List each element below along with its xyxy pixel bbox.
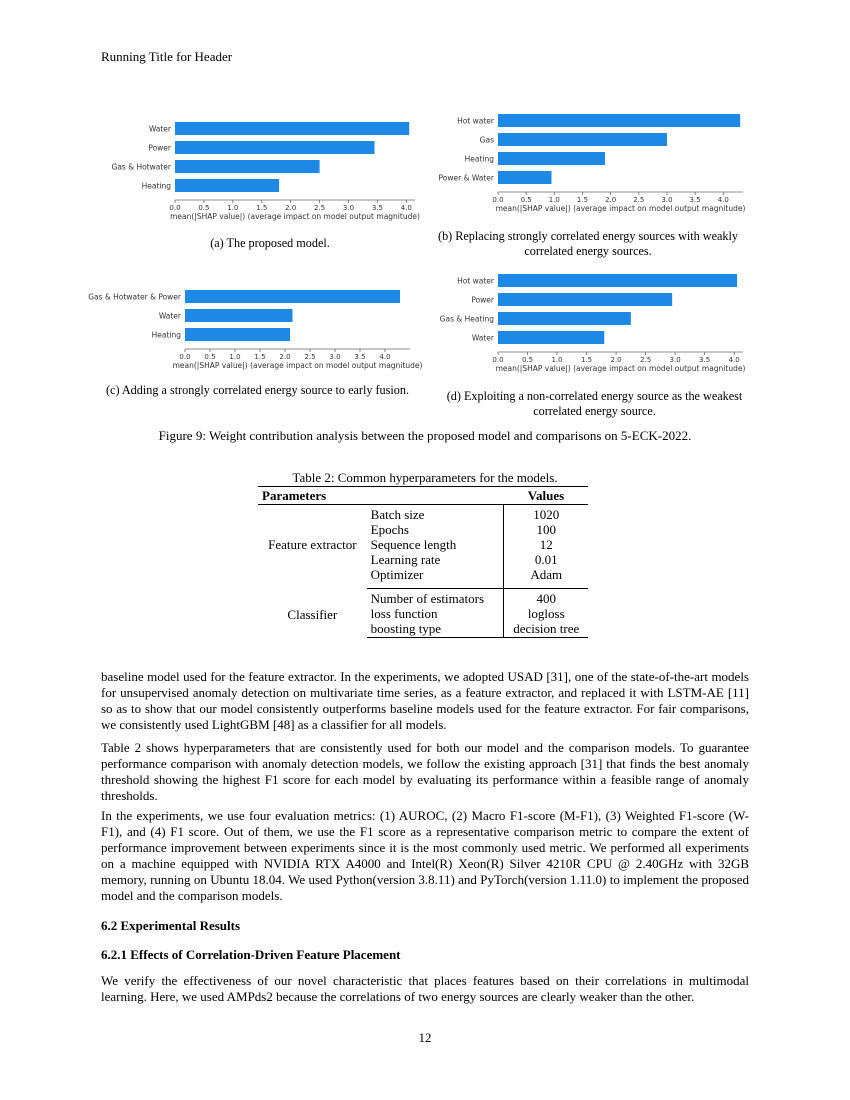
shap-bar-chart-c bbox=[88, 288, 423, 373]
chart-bar bbox=[498, 133, 667, 146]
chart-x-tick-label: 3.0 bbox=[342, 204, 355, 212]
table-value-cell: 100 bbox=[504, 522, 588, 537]
table-row bbox=[258, 505, 588, 523]
chart-bar bbox=[498, 312, 631, 325]
page-number: 12 bbox=[418, 1030, 432, 1045]
chart-bar bbox=[185, 328, 290, 341]
chart-x-tick-label: 0.5 bbox=[520, 196, 532, 204]
chart-x-tick-label: 0.5 bbox=[198, 204, 210, 212]
table-value-cell: Adam bbox=[504, 567, 588, 582]
chart-x-tick-label: 3.5 bbox=[354, 353, 366, 361]
chart-x-axis-label: mean(|SHAP value|) (average impact on model output magnitude) bbox=[170, 212, 420, 221]
chart-x-axis-label: mean(|SHAP value|) (average impact on model output magnitude) bbox=[172, 361, 423, 370]
chart-x-tick-label: 4.0 bbox=[400, 204, 412, 212]
chart-x-tick-label: 1.5 bbox=[254, 353, 266, 361]
chart-category-label: Gas & Heating bbox=[439, 314, 494, 324]
chart-x-tick-label: 3.5 bbox=[689, 196, 701, 204]
chart-bar bbox=[498, 114, 740, 127]
chart-x-tick-label: 3.5 bbox=[371, 204, 383, 212]
chart-x-tick-label: 2.0 bbox=[610, 356, 622, 364]
table-param-cell: Sequence length bbox=[370, 537, 457, 552]
chart-bar bbox=[175, 122, 409, 135]
chart-x-tick-label: 1.0 bbox=[227, 204, 239, 212]
chart-x-tick-label: 2.5 bbox=[314, 204, 326, 212]
chart-x-tick-label: 2.0 bbox=[605, 196, 617, 204]
chart-x-tick-label: 4.0 bbox=[717, 196, 729, 204]
chart-category-label: Power bbox=[471, 295, 494, 305]
chart-x-tick-label: 2.0 bbox=[279, 353, 291, 361]
chart-bar bbox=[175, 141, 375, 154]
chart-category-label: Gas & Hotwater & Power bbox=[88, 292, 181, 302]
running-title: Running Title for Header bbox=[101, 49, 233, 64]
body-paragraph-3: In the experiments, we use four evaluation metrics: (1) AUROC, (2) Macro F1-score (M-F1), (3) Weighted F1-score (W-F1), and (4) F1 score. Out of them, we use the F1 score as a representative comparison metric to compare the extent of performance improvement between experiments since it is the most commonly used metric. We performed all experiments on a machine equipped with NVIDIA RTX A4000 and Intel(R) Xeon(R) Silver 4210R CPU @ 2.40GHz with 32GB memory, running on Ubuntu 18.04. We used Python(version 3.8.11) and PyTorch(version 1.11.0) to implement the proposed model and the comparison models. bbox=[101, 808, 749, 903]
table-value-cell: logloss bbox=[504, 606, 588, 621]
chart-x-tick-label: 4.0 bbox=[379, 353, 391, 361]
table-param-cell: Batch size bbox=[370, 507, 425, 522]
chart-category-label: Gas & Hotwater bbox=[111, 162, 171, 172]
chart-bar bbox=[185, 309, 293, 322]
chart-x-tick-label: 2.5 bbox=[640, 356, 652, 364]
table-param-cell: Learning rate bbox=[370, 552, 441, 567]
chart-category-label: Hot water bbox=[457, 116, 494, 126]
chart-x-tick-label: 0.5 bbox=[204, 353, 216, 361]
chart-x-axis-label: mean(|SHAP value|) (average impact on model output magnitude) bbox=[495, 204, 746, 213]
chart-x-tick-label: 1.0 bbox=[548, 196, 560, 204]
subfigure-caption-c: (c) Adding a strongly correlated energy source to early fusion. bbox=[105, 383, 409, 397]
chart-category-label: Heating bbox=[141, 181, 171, 191]
chart-x-axis-label: mean(|SHAP value|) (average impact on model output magnitude) bbox=[495, 364, 746, 373]
table-param-cell: Epochs bbox=[370, 522, 409, 537]
chart-x-tick-label: 1.0 bbox=[551, 356, 563, 364]
table-value-cell: 1020 bbox=[504, 505, 588, 523]
chart-bar bbox=[498, 331, 604, 344]
chart-x-tick-label: 2.5 bbox=[633, 196, 645, 204]
chart-bar bbox=[175, 160, 320, 173]
chart-x-tick-label: 1.0 bbox=[229, 353, 241, 361]
table-header-values: Values bbox=[504, 487, 588, 505]
figure-caption: Figure 9: Weight contribution analysis between the proposed model and comparisons on 5-ECK-2022. bbox=[158, 428, 692, 443]
chart-x-tick-label: 3.0 bbox=[669, 356, 681, 364]
chart-category-label: Water bbox=[148, 124, 171, 134]
chart-bar bbox=[498, 152, 605, 165]
chart-x-tick-label: 0.5 bbox=[521, 356, 534, 364]
chart-category-label: Power & Water bbox=[438, 173, 494, 183]
table-param-cell: loss function bbox=[370, 606, 438, 621]
chart-category-label: Heating bbox=[464, 154, 494, 164]
body-paragraph-4: We verify the effectiveness of our novel characteristic that places features based on their correlations in multimodal learning. Here, we used AMPds2 because the correlations of two energy sources are clearly weaker than the other. bbox=[101, 973, 749, 1004]
chart-category-label: Power bbox=[148, 143, 171, 153]
chart-x-tick-label: 3.0 bbox=[661, 196, 673, 204]
subfigure-caption-d: (d) Exploiting a non-correlated energy source as the weakest correlated energy source. bbox=[446, 389, 743, 418]
chart-x-tick-label: 3.0 bbox=[329, 353, 341, 361]
chart-category-label: Gas bbox=[479, 135, 494, 145]
chart-category-label: Water bbox=[158, 311, 181, 321]
subfigure-caption-a: (a) The proposed model. bbox=[210, 236, 330, 250]
chart-bar bbox=[498, 171, 552, 184]
body-paragraph-1: baseline model used for the feature extractor. In the experiments, we adopted USAD [31], one of the state-of-the-art models for unsupervised anomaly detection on multivariate time series, as a feature extractor, and replaced it with LSTM-AE [11] so as to show that our model consistently outperforms baseline models used for the feature extractor. For fair comparisons, we consistently used LightGBM [48] as a classifier for all models. bbox=[101, 669, 749, 732]
table-header-parameters: Parameters bbox=[258, 487, 504, 505]
table-param-cell: Number of estimators bbox=[370, 591, 485, 606]
body-paragraph-2: Table 2 shows hyperparameters that are consistently used for both our model and the comparison models. To guarantee performance comparison with anomaly detection models, we follow the existing approach [31] that finds the best anomaly threshold showing the highest F1 score for each model by evaluating its performance within a feasible range of anomaly thresholds. bbox=[101, 740, 749, 803]
chart-x-tick-label: 0.0 bbox=[492, 196, 504, 204]
chart-category-label: Water bbox=[471, 333, 494, 343]
chart-x-tick-label: 3.5 bbox=[699, 356, 711, 364]
chart-x-tick-label: 2.0 bbox=[285, 204, 297, 212]
table-param-cell: Optimizer bbox=[370, 567, 424, 582]
chart-bar bbox=[498, 274, 737, 287]
chart-x-tick-label: 2.5 bbox=[304, 353, 316, 361]
table-value-cell: 12 bbox=[504, 537, 588, 552]
chart-x-tick-label: 1.5 bbox=[576, 196, 589, 204]
subsection-heading: 6.2.1 Effects of Correlation-Driven Feature Placement bbox=[101, 947, 401, 962]
chart-x-tick-label: 4.0 bbox=[728, 356, 740, 364]
table-group-label: Classifier bbox=[287, 606, 338, 622]
chart-category-label: Hot water bbox=[457, 276, 494, 286]
shap-bar-chart-d bbox=[425, 270, 755, 380]
table-param-cell: boosting type bbox=[367, 621, 504, 638]
chart-x-tick-label: 0.0 bbox=[179, 353, 191, 361]
table-group-label: Feature extractor bbox=[268, 537, 357, 552]
chart-x-tick-label: 0.0 bbox=[169, 204, 181, 212]
table-value-cell: 400 bbox=[504, 589, 588, 607]
shap-bar-chart-b bbox=[425, 110, 755, 220]
chart-x-tick-label: 1.5 bbox=[580, 356, 593, 364]
chart-bar bbox=[498, 293, 672, 306]
table-value-cell: decision tree bbox=[504, 621, 588, 638]
table-value-cell: 0.01 bbox=[504, 552, 588, 567]
chart-x-tick-label: 1.5 bbox=[256, 204, 268, 212]
hyperparameter-table bbox=[258, 486, 588, 638]
chart-category-label: Heating bbox=[151, 330, 181, 340]
chart-x-tick-label: 0.0 bbox=[492, 356, 504, 364]
shap-bar-chart-a bbox=[100, 118, 420, 228]
subfigure-caption-b: (b) Replacing strongly correlated energy sources with weakly correlated energy sources. bbox=[438, 229, 738, 258]
chart-bar bbox=[185, 290, 400, 303]
table-row bbox=[258, 589, 588, 607]
chart-bar bbox=[175, 179, 279, 192]
section-heading: 6.2 Experimental Results bbox=[101, 918, 241, 933]
table-caption: Table 2: Common hyperparameters for the models. bbox=[292, 470, 558, 485]
